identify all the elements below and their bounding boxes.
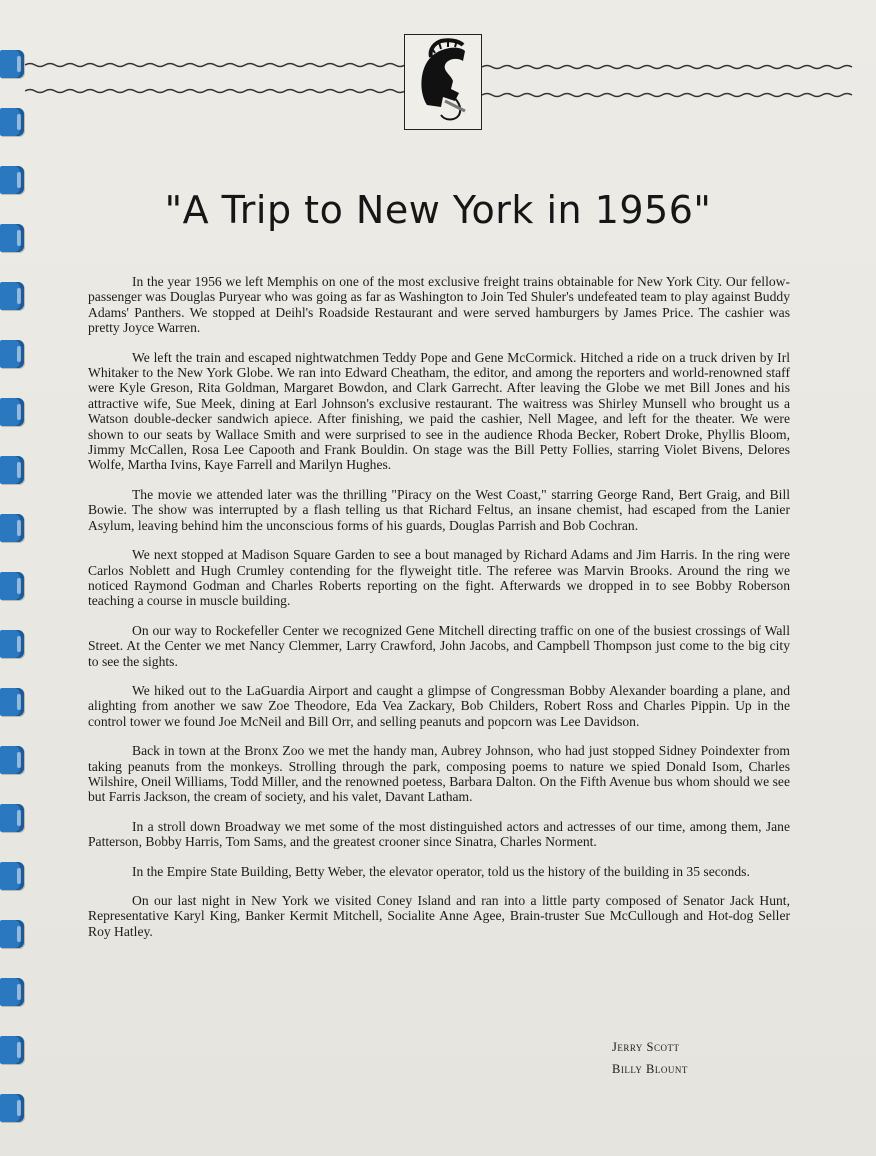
binding-ring — [0, 1036, 24, 1064]
binding-ring — [0, 514, 24, 542]
paragraph: On our way to Rockefeller Center we recognized Gene Mitchell directing traffic on one of the busiest crossings of Wall Street. At the Center we met Nancy Clemmer, Larry Crawford, John Jacobs, and Campbell Thompson just come to the big city to see the sights. — [88, 622, 790, 669]
signature-block — [612, 1036, 792, 1080]
binding-ring — [0, 688, 24, 716]
binding-ring — [0, 1094, 24, 1122]
header-wave-rule-right — [482, 55, 862, 107]
paragraph: We left the train and escaped nightwatchmen Teddy Pope and Gene McCormick. Hitched a ride on a truck driven by Irl Whitaker to the New York Globe. We ran into Edward Cheatham, the editor, and among the reporters and world-renowned staff were Kyle Greson, Rita Goldman, Margaret Bowdon, and Clark Garrecht. After leaving the Globe we met Bill Jones and his attractive wife, Sue Meek, dining at Earl Johnson's exclusive restaurant. The waitress was Shirley Munsell who brought us a Watson double-decker sandwich apiece. After finishing, we paid the cashier, Nell Magee, and left for the theater. We were shown to our seats by Wallace Smith and were surprised to see in the audience Rhoda Becker, Robert Droke, Phyllis Bloom, Jimmy McCallen, Rosa Lee Capooth and Frank Bouldin. On stage was the Bill Petty Follies, starring Violet Bivens, Delores Wolfe, Martha Ivins, Kaye Farrell and Marilyn Hughes. — [88, 349, 790, 473]
binding-ring — [0, 340, 24, 368]
binding-ring — [0, 746, 24, 774]
binding-ring — [0, 398, 24, 426]
binding-ring — [0, 572, 24, 600]
paragraph: In the year 1956 we left Memphis on one of the most exclusive freight trains obtainable for New York City. Our fellow-passenger was Douglas Puryear who was going as far as Washington to Join Ted Shuler's undefeated team to play against Buddy Adams' Panthers. We stopped at Deihl's Roadside Restaurant and were served hamburgers by James Price. The cashier was pretty Joyce Warren. — [88, 274, 790, 336]
emblem-frame — [404, 34, 482, 130]
binding-ring — [0, 630, 24, 658]
page-title: "A Trip to New York in 1956" — [164, 188, 712, 232]
paragraph: The movie we attended later was the thrilling "Piracy on the West Coast," starring George Rand, Bert Graig, and Bill Bowie. The show was interrupted by a flash telling us that Richard Feltus, an insane chemist, had escaped from the Lanier Asylum, leaving behind him the unconscious forms of his guards, Douglas Parrish and Bob Cochran. — [88, 486, 790, 533]
paragraph: On our last night in New York we visited Coney Island and ran into a little party composed of Senator Jack Hunt, Representative Karyl King, Banker Kermit Mitchell, Socialite Anne Agee, Brain-truster Sue McCullough and Hot-dog Seller Roy Hatley. — [88, 893, 790, 939]
paragraph: In the Empire State Building, Betty Weber, the elevator operator, told us the history of the building in 35 seconds. — [132, 863, 750, 879]
binding-ring — [0, 862, 24, 890]
article-body — [88, 274, 790, 953]
paragraph: Back in town at the Bronx Zoo we met the handy man, Aubrey Johnson, who had just stopped Sidney Poindexter from taking peanuts from the monkeys. Strolling through the park, composing poems to nature we spied Donald Isom, Charles Wilshire, Oneil Williams, Todd Miller, and the renowned poetess, Barbara Dalton. On the Fifth Avenue bus whom should we see but Farris Jackson, the cream of society, and his valet, Davant Latham. — [88, 743, 790, 805]
spartan-helmet-icon — [405, 35, 481, 129]
binding-ring — [0, 456, 24, 484]
binding-ring — [0, 920, 24, 948]
paragraph: We next stopped at Madison Square Garden to see a bout managed by Richard Adams and Jim Harris. In the ring were Carlos Noblett and Hugh Crumley contending for the flyweight title. The referee was Marvin Brooks. Around the ring we noticed Raymond Godman and Charles Roberts reporting on the fight. Afterwards we dropped in to see Bobby Roberson teaching a course in muscle building. — [88, 547, 790, 609]
binding-ring — [0, 978, 24, 1006]
binding-ring — [0, 50, 24, 78]
paragraph: We hiked out to the LaGuardia Airport and caught a glimpse of Congressman Bobby Alexander boarding a plane, and alighting from another we saw Zoe Theodore, Eda Vea Zackary, Bob Childers, Robert Ross and Charles Pippin. Up in the control tower we found Joe McNeil and Bill Orr, and selling peanuts and popcorn was Lee Davidson. — [88, 682, 790, 729]
paragraph: In a stroll down Broadway we met some of the most distinguished actors and actresses of our time, among them, Jane Patterson, Bobby Harris, Tom Sams, and the greatest crooner since Sinatra, Charles Norment. — [88, 818, 790, 850]
author-name: Jerry Scott — [612, 1040, 680, 1054]
binding-ring — [0, 282, 24, 310]
binding-ring — [0, 804, 24, 832]
header-wave-rule-left — [25, 55, 405, 107]
author-name: Billy Blount — [612, 1062, 688, 1076]
binding-ring — [0, 108, 24, 136]
